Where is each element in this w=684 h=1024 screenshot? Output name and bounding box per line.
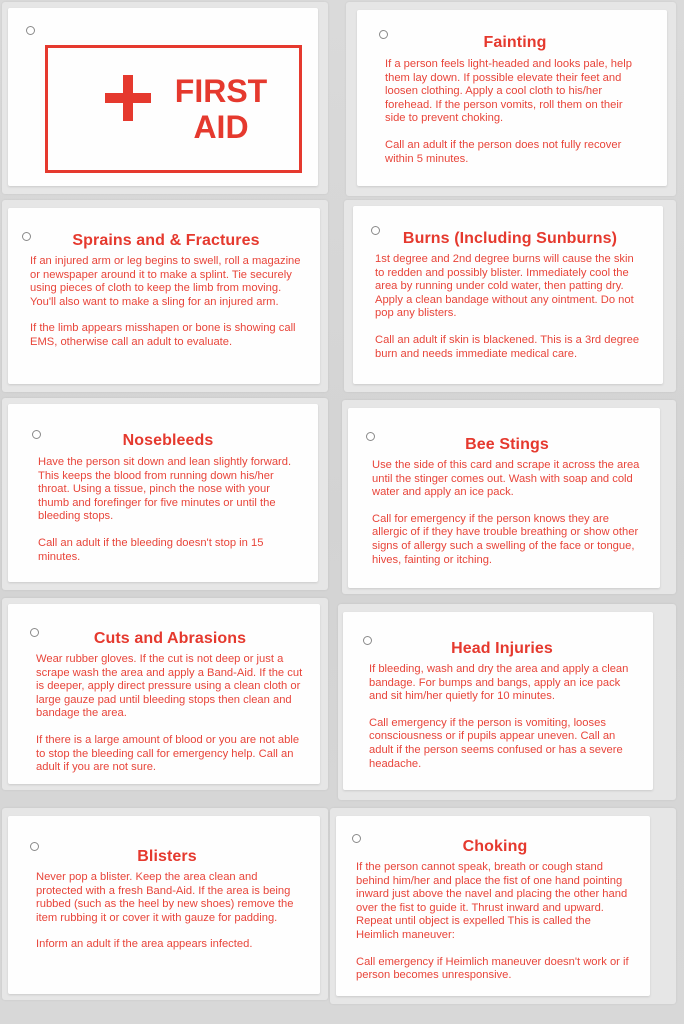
card-body: If a person feels light-headed and looks pale, help them lay down. If possible elevate their feet and loosen clothing. Apply a cool cloth to his/her forehead. If the person vomits, roll them on their side to prevent choking. <box>385 58 632 125</box>
card-body: If bleeding, wash and dry the area and apply a clean bandage. For bumps and bangs, apply an ice pack and sit him/her quietly for 10 minutes. <box>369 663 629 703</box>
first-aid-title-line2: AID <box>193 109 249 145</box>
card-blisters <box>8 816 320 994</box>
card-title: Cuts and Abrasions <box>93 630 247 647</box>
card-body: If an injured arm or leg begins to swell, roll a magazine or newspaper around it to make a splint. Tie securely using pieces of cloth to keep the limb from moving. You'll also want to make a sling for an injured arm. <box>30 255 301 308</box>
punch-hole <box>30 842 39 851</box>
card-title: Sprains and & Fractures <box>72 232 260 249</box>
punch-hole <box>371 226 380 235</box>
card-note: If there is a large amount of blood or you are not able to stop the bleeding call for emergency help. Call an adult if you are not sure. <box>36 733 300 774</box>
card-title: Head Injuries <box>451 640 553 657</box>
card-note: Call an adult if skin is blackened. This is a 3rd degree burn and needs immediate medical care. <box>375 333 640 360</box>
card-note: Call an adult if the bleeding doesn't stop in 15 minutes. <box>38 536 264 563</box>
card-body: Never pop a blister. Keep the area clean and protected with a fresh Band-Aid. If the area is being rubbed (such as the heel by new shoes) remove the item rubbing it or cover it with gauze for padding. <box>36 871 294 924</box>
card-note: Call for emergency if the person knows they are allergic of if they have trouble breathing or show other signs of allergy such a swelling of the face or tongue, hives, fainting or itching. <box>372 512 639 566</box>
card-burns <box>353 206 663 384</box>
punch-hole <box>363 636 372 645</box>
card-body: Wear rubber gloves. If the cut is not deep or just a scrape wash the area and apply a Band-Aid. If the cut is deeper, apply direct pressure using a clean cloth or large gauze pad until bleeding stops then clean and bandage the area. <box>36 653 303 720</box>
card-nosebleeds <box>8 404 318 582</box>
punch-hole <box>352 834 361 843</box>
card-title: Burns (Including Sunburns) <box>402 230 618 247</box>
red-cross-icon-bar <box>105 93 151 103</box>
card-body: Use the side of this card and scrape it across the area until the stinger comes out. Wash with soap and cold water and apply an ice pack. <box>372 459 640 499</box>
card-bee-stings <box>348 408 660 588</box>
card-title: Nosebleeds <box>122 432 214 449</box>
card-cuts-abrasions <box>8 604 320 784</box>
punch-hole <box>22 232 31 241</box>
card-note: If the limb appears misshapen or bone is showing call EMS, otherwise call an adult to evaluate. <box>30 322 296 348</box>
card-title: Choking <box>462 838 528 855</box>
card-note: Call an adult if the person does not fully recover within 5 minutes. <box>385 138 622 165</box>
card-choking <box>336 816 650 996</box>
card-sprains-fractures <box>8 208 320 384</box>
card-body: 1st degree and 2nd degree burns will cause the skin to redden and possibly blister. Immediately cool the area by running under cold water, then patting dry. Apply a clean bandage without any ointment. Do not pop any blisters. <box>375 253 634 320</box>
first-aid-title <box>156 73 286 145</box>
first-aid-logo-box <box>45 45 302 173</box>
card-body: Have the person sit down and lean slightly forward. This keeps the blood from running down his/her throat. Using a tissue, pinch the nose with your thumb and forefinger for five minutes or until the bleeding stops. <box>38 456 292 523</box>
first-aid-title-line1: FIRST <box>174 73 268 109</box>
punch-hole <box>379 30 388 39</box>
card-body: If the person cannot speak, breath or cough stand behind him/her and place the fist of one hand pointing inward just above the navel and placing the other hand over the fist to guide it. Thrust inward and upward. Repeat until object is expelled This is called the Heimlich maneuver: <box>356 861 628 941</box>
card-head-injuries <box>343 612 653 790</box>
punch-hole <box>26 26 35 35</box>
card-note: Call emergency if the person is vomiting, looses consciousness or if pupils appear uneven. Call an adult if the person seems confused or has a severe headache. <box>369 716 623 770</box>
card-note: Inform an adult if the area appears infected. <box>36 938 253 951</box>
punch-hole <box>30 628 39 637</box>
punch-hole <box>366 432 375 441</box>
card-title: Fainting <box>483 34 547 51</box>
card-title: Bee Stings <box>465 436 549 453</box>
punch-hole <box>32 430 41 439</box>
card-title: Blisters <box>137 848 197 865</box>
first-aid-cover-card <box>8 8 318 186</box>
card-note: Call emergency if Heimlich maneuver doesn't work or if person becomes unresponsive. <box>356 955 629 982</box>
card-fainting <box>357 10 667 186</box>
